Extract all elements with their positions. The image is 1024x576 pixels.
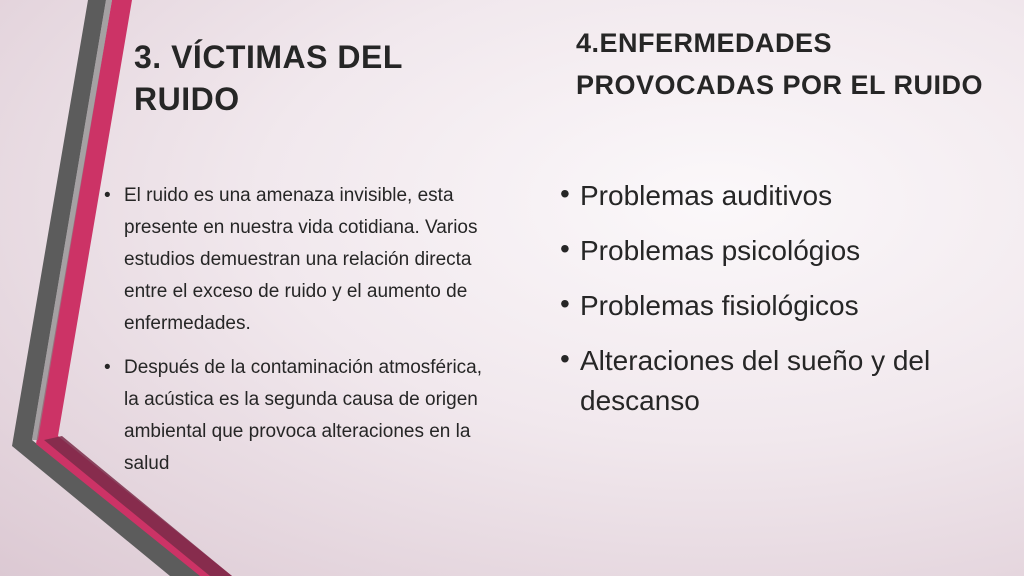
list-item (104, 352, 484, 480)
list-item (560, 231, 980, 271)
left-bullet-list (104, 180, 484, 492)
gray-highlight (32, 0, 112, 440)
bullet-text: Problemas auditivos (580, 180, 833, 211)
bullet-icon: • (560, 233, 570, 264)
bullet-icon: • (104, 357, 111, 378)
bullet-icon: • (104, 185, 111, 206)
list-item (560, 286, 980, 326)
bullet-text: Problemas fisiológicos (580, 290, 859, 321)
bullet-icon: • (560, 288, 570, 319)
right-bullet-list (560, 176, 980, 436)
right-section-title: 4.ENFERMEDADES PROVOCADAS POR EL RUIDO (576, 28, 984, 100)
bullet-text: Alteraciones del sueño y del descanso (580, 345, 931, 416)
bullet-text: Después de la contaminación atmosférica, la acústica es la segunda causa de origen ambiental que provoca alteraciones en la salud (124, 357, 483, 474)
bullet-icon: • (560, 178, 570, 209)
bullet-text: Problemas psicológios (580, 235, 861, 266)
list-item (560, 341, 980, 421)
bullet-text: El ruido es una amenaza invisible, esta presente en nuestra vida cotidiana. Varios estudios demuestran una relación directa entre el exceso de ruido y el aumento de enfermedades. (124, 185, 478, 334)
bullet-icon: • (560, 343, 570, 374)
list-item (560, 176, 980, 216)
list-item (104, 180, 484, 340)
left-section-title: 3. VÍCTIMAS DEL RUIDO (134, 39, 403, 117)
